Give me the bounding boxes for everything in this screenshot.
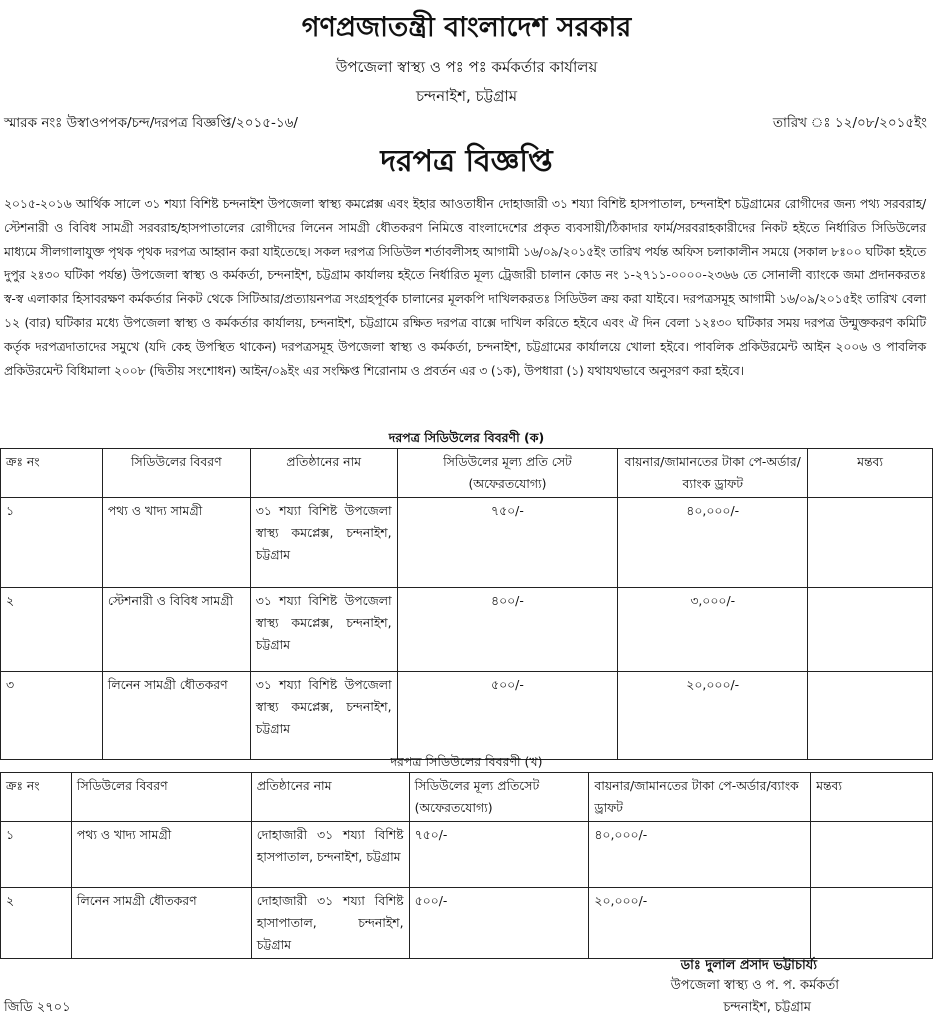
header-description: সিডিউলের বিবরণ <box>102 449 250 498</box>
cell-serial: ৩ <box>1 672 103 760</box>
cell-price: ৭৫০/- <box>409 822 589 888</box>
header-deposit: বায়নার/জামানতের টাকা পে-অর্ডার/ব্যাংক ড্রাফট <box>589 773 811 822</box>
schedule-table-a <box>0 448 933 760</box>
cell-remarks <box>808 672 933 760</box>
cell-description: স্টেশনারী ও বিবিধ সামগ্রী <box>102 588 250 672</box>
cell-deposit: ৩,০০০/- <box>618 588 808 672</box>
schedule-table-b <box>0 772 933 959</box>
header-institution: প্রতিষ্ঠানের নাম <box>251 773 409 822</box>
table-row <box>1 498 933 588</box>
cell-institution: ৩১ শয্যা বিশিষ্ট উপজেলা স্বাস্থ্য কমপ্লেক্স, চন্দনাইশ, চট্টগ্রাম <box>250 588 397 672</box>
signatory-name: ডাঃ দুলাল প্রসাদ ভট্টাচার্য্য <box>680 958 817 973</box>
header-serial: ক্রঃ নং <box>1 449 103 498</box>
cell-price: ৪০০/- <box>397 588 618 672</box>
cell-institution: দোহাজারী ৩১ শয্যা বিশিষ্ট হাসপাতাল, চন্দনাইশ, চট্টগ্রাম <box>251 822 409 888</box>
header-price: সিডিউলের মূল্য প্রতিসেট (অফেরতযোগ্য) <box>409 773 589 822</box>
cell-deposit: ৪০,০০০/- <box>589 822 811 888</box>
header-price: সিডিউলের মূল্য প্রতি সেট (অফেরতযোগ্য) <box>397 449 618 498</box>
cell-deposit: ২০,০০০/- <box>618 672 808 760</box>
cell-remarks <box>808 588 933 672</box>
header-remarks: মন্তব্য <box>811 773 933 822</box>
cell-price: ৭৫০/- <box>397 498 618 588</box>
cell-description: পথ্য ও খাদ্য সামগ্রী <box>102 498 250 588</box>
footer-code: জিডি ২৭০১ <box>4 1000 71 1015</box>
signatory-place: চন্দনাইশ, চট্টগ্রাম <box>723 1000 811 1015</box>
cell-remarks <box>811 888 933 959</box>
table-header-row <box>1 773 933 822</box>
table-row <box>1 888 933 959</box>
cell-description: লিনেন সামগ্রী ধৌতকরণ <box>102 672 250 760</box>
header-deposit: বায়নার/জামানতের টাকা পে-অর্ডার/ব্যাংক ড্রাফট <box>618 449 808 498</box>
table-row <box>1 822 933 888</box>
cell-serial: ১ <box>1 498 103 588</box>
cell-institution: ৩১ শয্যা বিশিষ্ট উপজেলা স্বাস্থ্য কমপ্লেক্স, চন্দনাইশ, চট্টগ্রাম <box>250 672 397 760</box>
cell-serial: ২ <box>1 588 103 672</box>
table-row <box>1 672 933 760</box>
table-header-row <box>1 449 933 498</box>
cell-serial: ১ <box>1 822 72 888</box>
table-a-caption: দরপত্র সিডিউলের বিবরণী (ক) <box>388 430 545 445</box>
header-institution: প্রতিষ্ঠানের নাম <box>250 449 397 498</box>
header-description: সিডিউলের বিবরণ <box>71 773 251 822</box>
cell-description: পথ্য ও খাদ্য সামগ্রী <box>71 822 251 888</box>
cell-institution: ৩১ শয্যা বিশিষ্ট উপজেলা স্বাস্থ্য কমপ্লেক্স, চন্দনাইশ, চট্টগ্রাম <box>250 498 397 588</box>
memo-number: স্মারক নংঃ উস্বাওপপক/চন্দ/দরপত্র বিজ্ঞপ্তি/২০১৫-১৬/ <box>4 115 298 131</box>
cell-deposit: ৪০,০০০/- <box>618 498 808 588</box>
notice-body: ২০১৫-২০১৬ আর্থিক সালে ৩১ শয্যা বিশিষ্ট চন্দনাইশ উপজেলা স্বাস্থ্য কমপ্লেক্স এবং ইহার আওতাধীন দোহাজারী ৩১ শয্যা বিশিষ্ট হাসপাতাল, চন্দনাইশ চট্টগ্রামের রোগীদের জন্য পথ্য সরবরাহ/স্টেশনারী ও বিবিধ সামগ্রী সরবরাহ/হাসপাতালের রোগীদের লিনেন সামগ্রী ধৌতকরণ নিমিত্তে বাংলাদেশের প্রকৃত ব্যবসায়ী/ঠিকাদার ফার্ম/সরবরাহকারীদের নিকট হইতে নির্ধারিত সিডিউলের মাধ্যমে সীলগালাযুক্ত পৃথক পৃথক দরপত্র আহ্বান করা যাইতেছে। সকল দরপত্র সিডিউল শর্তাবলীসহ আগামী ১৬/০৯/২০১৫ইং তারিখ পর্যন্ত অফিস চলাকালীন সময়ে (সকাল ৮ঃ০০ ঘটিকা হইতে দুপুর ২ঃ৩০ ঘটিকা পর্যন্ত) উপজেলা স্বাস্থ্য ও কর্মকর্তা, চন্দনাইশ, চট্টগ্রাম কার্যালয় হইতে নির্ধারিত মূল্য ট্রেজারী চালান কোড নং ১-২৭১১-০০০০-২৩৬৬ তে সোনালী ব্যাংকে জমা প্রদানকরতঃ স্ব-স্ব এলাকার হিসাবরক্ষণ কর্মকর্তার নিকট থেকে সিটিআর/প্রত্যায়নপত্র সংগ্রহপূর্বক চালানের মূলকপি দাখিলকরতঃ সিডিউল ক্রয় করা যাইবে। দরপত্রসমূহ আগামী ১৬/০৯/২০১৫ইং তারিখ বেলা ১২ (বার) ঘটিকার মধ্যে উপজেলা স্বাস্থ্য ও কর্মকর্তার কার্যালয়, চন্দনাইশ, চট্টগ্রামে রক্ষিত দরপত্র বাক্সে দাখিল করিতে হইবে এবং ঐ দিন বেলা ১২ঃ৩০ ঘটিকার সময় দরপত্র উন্মুক্তকরণ কমিটি কর্তৃক দরপত্রদাতাদের সমুখে (যদি কেহ উপস্থিত থাকেন) দরপত্রসমূহ উপজেলা স্বাস্থ্য ও কর্মকর্তা, চন্দনাইশ, চট্টগ্রামের কার্যালয়ে খোলা হইবে। পাবলিক প্রকিউরমেন্ট আইন ২০০৬ ও পাবলিক প্রকিউরমেন্ট বিধিমালা ২০০৮ (দ্বিতীয় সংশোধন) আইন/০৯ইং এর সংক্ষিপ্ত শিরোনাম ও প্রবর্তন এর ৩ (১ক), উপধারা (১) যথাযথভাবে অনুসরণ করা হইবে। <box>4 196 926 378</box>
office-name: উপজেলা স্বাস্থ্য ও পঃ পঃ কর্মকর্তার কার্যালয় <box>335 58 598 76</box>
cell-serial: ২ <box>1 888 72 959</box>
cell-description: লিনেন সামগ্রী ধৌতকরণ <box>71 888 251 959</box>
notice-date: তারিখ ঃ ১২/০৮/২০১৫ইং <box>772 115 927 131</box>
signatory-designation: উপজেলা স্বাস্থ্য ও প. প. কর্মকর্তা <box>670 978 839 993</box>
header-remarks: মন্তব্য <box>808 449 933 498</box>
cell-remarks <box>808 498 933 588</box>
cell-institution: দোহাজারী ৩১ শয্যা বিশিষ্ট হাসাপাতাল, চন্দনাইশ, চট্টগ্রাম <box>251 888 409 959</box>
cell-price: ৫০০/- <box>409 888 589 959</box>
page-title: দরপত্র বিজ্ঞপ্তি <box>380 144 553 179</box>
cell-deposit: ২০,০০০/- <box>589 888 811 959</box>
header-serial: ক্রঃ নং <box>1 773 72 822</box>
table-b-caption: দরপত্র সিডিউলের বিবরণী (খ) <box>390 754 543 769</box>
cell-remarks <box>811 822 933 888</box>
cell-price: ৫০০/- <box>397 672 618 760</box>
office-location: চন্দনাইশ, চট্টগ্রাম <box>415 87 518 105</box>
table-row <box>1 588 933 672</box>
government-title: গণপ্রজাতন্ত্রী বাংলাদেশ সরকার <box>301 12 632 43</box>
